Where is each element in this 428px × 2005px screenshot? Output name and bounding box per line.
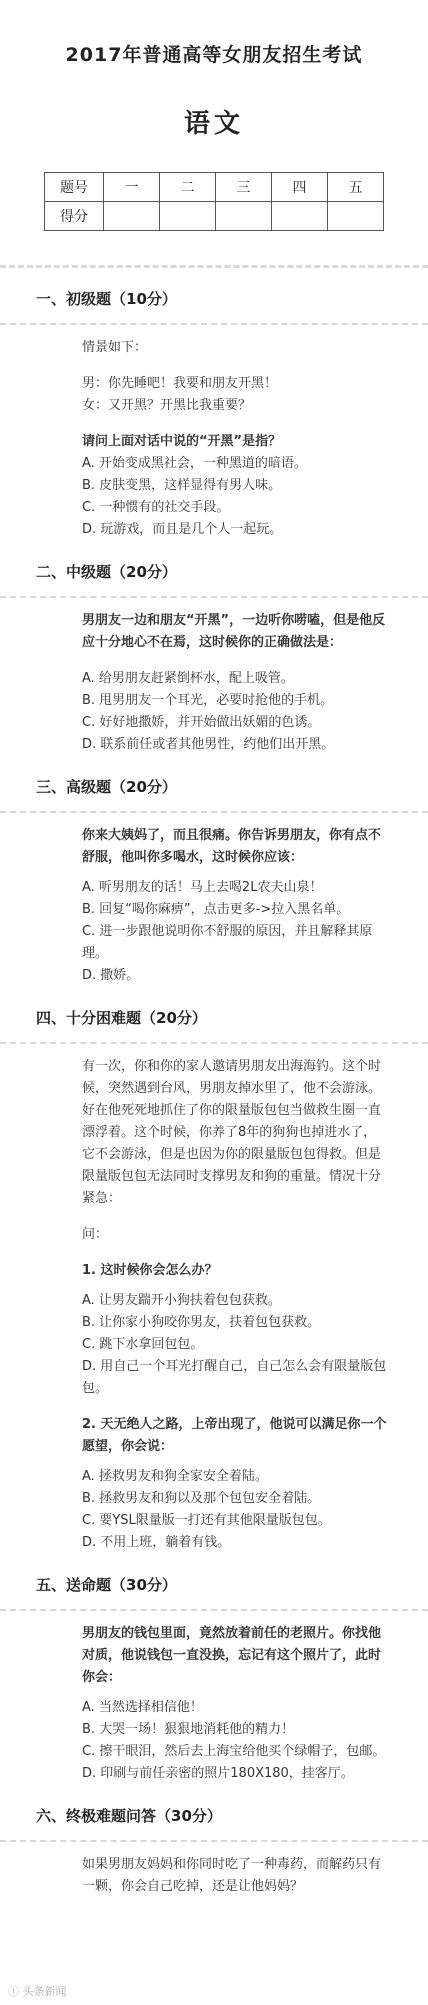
divider (0, 1609, 428, 1611)
option-d: D. 联系前任或者其他男性，约他们出开黑。 (82, 737, 335, 752)
option-c: C. 要YSL限量版一打还有其他限量版包包。 (82, 1513, 331, 1528)
question-text: 男朋友的钱包里面，竟然放着前任的老照片。你找他对质，他说钱包一直没换，忘记有这个照片了，此时你会： (82, 1626, 382, 1685)
table-cell: 三 (216, 173, 272, 202)
section-heading: 一、初级题（10分） (36, 290, 177, 308)
text-line: 女：又开黑？开黑比我重要？ (82, 398, 252, 413)
section-1 (0, 268, 428, 541)
story-text: 有一次，你和你的家人邀请男朋友出海海钓。这个时候，突然遇到台风，男朋友掉水里了，他不会游泳。好在他死死地抓住了你的限量版包包当做救生圈一直漂浮着。这个时候，你养了8年的狗狗也掉进水了，它不会游泳，但是也因为你的限量版包包得救。但是限量版包包无法同时支撑男友和狗的重量。情况十分紧急： (82, 1059, 382, 1206)
option-c: C. 进一步跟他说明你不舒服的原因，并且解释其原理。 (82, 924, 373, 961)
section-heading: 二、中级题（20分） (36, 563, 177, 581)
option-c: C. 擦干眼泪，然后去上海宝给他买个绿帽子，包邮。 (82, 1744, 386, 1759)
question-text: 1. 这时候你会怎么办？ (82, 1263, 218, 1278)
text-line: 男：你先睡吧！我要和朋友开黑！ (82, 376, 278, 391)
option-a: A. 开始变成黑社会，一种黑道的暗语。 (82, 456, 307, 471)
option-b: B. 让你家小狗咬你男友，扶着包包获救。 (82, 1315, 321, 1330)
table-cell: 题号 (45, 173, 104, 202)
option-c: C. 一种惯有的社交手段。 (82, 500, 230, 515)
question-text: 男朋友一边和朋友“开黑”，一边听你唠嗑，但是他反应十分地心不在焉，这时候你的正确做法是： (82, 613, 386, 650)
section-4 (0, 987, 428, 1554)
score-table (44, 172, 384, 231)
section-heading: 五、送命题（30分） (36, 1576, 177, 1594)
ask-label: 问： (82, 1227, 109, 1242)
table-cell (104, 202, 160, 231)
divider (0, 323, 428, 325)
section-5 (0, 1554, 428, 1785)
table-cell: 得分 (45, 202, 104, 231)
question-text: 如果男朋友妈妈和你同时吃了一种毒药，而解药只有一颗，你会自己吃掉，还是让他妈妈？ (82, 1857, 382, 1894)
option-c: C. 好好地撒娇，并开始做出妖媚的色诱。 (82, 715, 321, 730)
option-a: A. 让男友踹开小狗扶着包包获救。 (82, 1293, 281, 1308)
option-b: B. 拯救男友和狗以及那个包包安全着陆。 (82, 1491, 321, 1506)
table-cell (328, 202, 384, 231)
option-b: B. 回复“喝你麻痹”，点击更多->拉入黑名单。 (82, 902, 350, 917)
exam-title: 2017年普通高等女朋友招生考试 (65, 44, 363, 66)
option-b: B. 大哭一场！狠狠地消耗他的精力！ (82, 1722, 295, 1737)
table-cell: 一 (104, 173, 160, 202)
divider (0, 1840, 428, 1842)
section-heading: 三、高级题（20分） (36, 778, 177, 796)
table-cell: 四 (272, 173, 328, 202)
divider (0, 596, 428, 598)
table-cell (216, 202, 272, 231)
score-table-header-row (45, 173, 384, 202)
divider (0, 1042, 428, 1044)
option-a: A. 拯救男友和狗全家安全着陆。 (82, 1469, 268, 1484)
table-cell: 五 (328, 173, 384, 202)
score-table-score-row (45, 202, 384, 231)
watermark-logo: ⓣ 头条新闻 (8, 1985, 67, 1998)
option-a: A. 当然选择相信他！ (82, 1700, 203, 1715)
section-heading: 四、十分困难题（20分） (36, 1009, 207, 1027)
divider (0, 811, 428, 813)
option-b: B. 甩男朋友一个耳光，必要时抢他的手机。 (82, 693, 334, 708)
section-heading: 六、终极难题问答（30分） (36, 1807, 222, 1825)
table-cell (160, 202, 216, 231)
option-a: A. 给男朋友赶紧倒杯水，配上吸管。 (82, 671, 294, 686)
option-c: C. 跳下水拿回包包。 (82, 1337, 204, 1352)
text-line: 情景如下： (82, 340, 148, 355)
option-d: D. 不用上班，躺着有钱。 (82, 1535, 231, 1550)
question-text: 请问上面对话中说的“开黑”是指？ (82, 434, 282, 449)
section-3 (0, 756, 428, 987)
question-text: 2. 天无绝人之路，上帝出现了，他说可以满足你一个愿望，你会说： (82, 1417, 387, 1454)
option-a: A. 听男朋友的话！马上去喝2L农夫山泉！ (82, 880, 323, 895)
table-cell: 二 (160, 173, 216, 202)
section-2 (0, 541, 428, 756)
option-d: D. 印刷与前任亲密的照片180X180，挂客厅。 (82, 1766, 354, 1781)
question-text: 你来大姨妈了，而且很痛。你告诉男朋友，你有点不舒服，他叫你多喝水，这时候你应该： (82, 828, 382, 865)
option-d: D. 撒娇。 (82, 968, 140, 983)
option-d: D. 玩游戏，而且是几个人一起玩。 (82, 522, 283, 537)
table-cell (272, 202, 328, 231)
option-d: D. 用自己一个耳光打醒自己，自己怎么会有限量版包包。 (82, 1359, 387, 1396)
section-6 (0, 1785, 428, 1898)
option-b: B. 皮肤变黑，这样显得有男人味。 (82, 478, 282, 493)
subject-title: 语文 (183, 109, 244, 139)
